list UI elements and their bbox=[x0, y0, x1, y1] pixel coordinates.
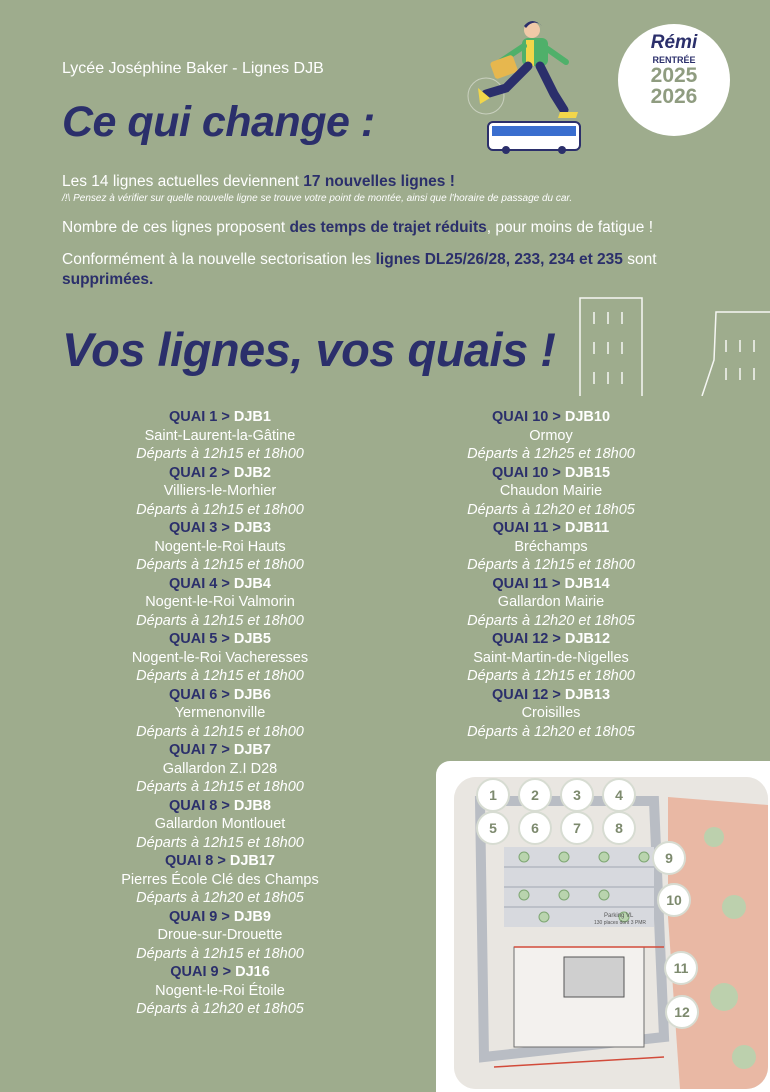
departure-times: Départs à 12h20 et 18h05 bbox=[467, 723, 635, 740]
line-destination: Gallardon Z.I D28 bbox=[162, 760, 278, 777]
line-destination: Nogent-le-Roi Étoile bbox=[155, 982, 285, 999]
badge-year-1: 2025 bbox=[650, 64, 698, 87]
line-code: DJB6 bbox=[233, 686, 271, 703]
line-entry bbox=[110, 852, 330, 908]
quai-label: QUAI 12 > bbox=[491, 686, 565, 703]
intro-text bbox=[62, 172, 722, 302]
departure-times: Départs à 12h20 et 18h05 bbox=[467, 612, 635, 629]
line-code: DJB13 bbox=[564, 686, 611, 703]
quai-line-heading bbox=[110, 464, 330, 483]
stop-marker-10: 10 bbox=[657, 883, 691, 917]
quai-line-heading bbox=[436, 464, 666, 483]
title-vos-lignes: Vos lignes, vos quais ! bbox=[62, 323, 556, 376]
title-ce-qui-change: Ce qui change : bbox=[62, 98, 375, 146]
line-code: DJ16 bbox=[235, 964, 270, 980]
line-code: DJB12 bbox=[564, 631, 611, 647]
line-entry bbox=[110, 963, 330, 1019]
quai-line-heading bbox=[110, 519, 330, 538]
intro-p2-end: , pour moins de fatigue ! bbox=[486, 219, 654, 236]
quai-line-heading bbox=[436, 686, 666, 705]
line-entry bbox=[110, 741, 330, 797]
line-code: DJB15 bbox=[564, 464, 611, 481]
line-entry bbox=[110, 797, 330, 853]
departure-times: Départs à 12h15 et 18h00 bbox=[136, 723, 304, 740]
quai-label: QUAI 8 > bbox=[164, 853, 230, 869]
departure-times: Départs à 12h25 et 18h00 bbox=[467, 446, 635, 462]
stop-marker-6: 6 bbox=[518, 811, 552, 845]
quai-label: QUAI 3 > bbox=[169, 520, 234, 536]
departure-times: Départs à 12h15 et 18h00 bbox=[136, 446, 304, 462]
header bbox=[62, 60, 324, 78]
line-destination: Yermenonville bbox=[174, 705, 266, 721]
quai-label: QUAI 8 > bbox=[169, 797, 234, 814]
quai-label: QUAI 11 > bbox=[492, 575, 565, 592]
stop-marker-12: 12 bbox=[665, 995, 699, 1029]
stop-marker-3: 3 bbox=[560, 778, 594, 812]
parking-sub: 130 places dont 3 PMR bbox=[594, 920, 646, 926]
lines-label: Lignes DJB bbox=[241, 60, 324, 77]
line-entry bbox=[436, 519, 666, 575]
quai-line-heading bbox=[110, 630, 330, 649]
stop-marker-2: 2 bbox=[518, 778, 552, 812]
line-destination: Chaudon Mairie bbox=[499, 483, 603, 499]
departure-times: Départs à 12h20 et 18h05 bbox=[136, 890, 304, 906]
map-image bbox=[454, 777, 768, 1089]
stop-marker-8: 8 bbox=[602, 811, 636, 845]
line-code: DJB4 bbox=[233, 575, 271, 592]
intro-p2-highlight: des temps de trajet réduits bbox=[289, 219, 487, 236]
building-outline-decoration bbox=[576, 294, 770, 396]
quai-label: QUAI 5 > bbox=[169, 631, 234, 647]
departure-times: Départs à 12h20 et 18h05 bbox=[467, 501, 635, 518]
line-destination: Droue-sur-Drouette bbox=[157, 927, 283, 943]
quai-label: QUAI 9 > bbox=[169, 908, 234, 925]
quai-label: QUAI 9 > bbox=[170, 964, 236, 980]
intro-paragraph-3 bbox=[62, 250, 722, 290]
line-code: DJB2 bbox=[233, 464, 271, 481]
line-destination: Villiers-le-Morhier bbox=[163, 483, 277, 499]
quai-label: QUAI 10 > bbox=[491, 409, 565, 425]
line-code: DJB14 bbox=[564, 575, 610, 592]
line-entry bbox=[110, 519, 330, 575]
stop-marker-11: 11 bbox=[664, 951, 698, 985]
departure-times: Départs à 12h15 et 18h00 bbox=[467, 668, 635, 684]
quai-line-heading bbox=[436, 519, 666, 538]
departure-times: Départs à 12h15 et 18h00 bbox=[136, 612, 304, 629]
line-entry bbox=[110, 630, 330, 686]
quai-line-heading bbox=[110, 908, 330, 927]
intro-p3-mid: sont bbox=[622, 251, 657, 268]
intro-note: /!\ Pensez à vérifier sur quelle nouvelle ligne se trouve votre point de montée, ainsi que l'horaire de passage du car. bbox=[62, 193, 573, 204]
quai-line-heading bbox=[110, 575, 330, 594]
line-entry bbox=[436, 686, 666, 742]
line-entry bbox=[436, 464, 666, 520]
runner-bus-illustration bbox=[466, 18, 598, 154]
line-code: DJB17 bbox=[229, 853, 275, 869]
rentree-badge bbox=[618, 24, 730, 136]
quai-label: QUAI 10 > bbox=[491, 464, 565, 481]
lines-column-left bbox=[110, 408, 330, 1019]
departure-times: Départs à 12h15 et 18h00 bbox=[136, 557, 304, 573]
badge-label: RENTRÉE bbox=[652, 55, 696, 65]
quai-label: QUAI 6 > bbox=[169, 686, 234, 703]
departure-times: Départs à 12h15 et 18h00 bbox=[136, 668, 304, 684]
stop-marker-4: 4 bbox=[602, 778, 636, 812]
departure-times: Départs à 12h15 et 18h00 bbox=[467, 557, 635, 573]
line-entry bbox=[436, 630, 666, 686]
parking-label: Parking VL bbox=[604, 913, 634, 919]
intro-p3-highlight: lignes DL25/26/28, 233, 234 et 235 bbox=[375, 251, 623, 268]
line-destination: Saint-Martin-de-Nigelles bbox=[473, 649, 629, 666]
departure-times: Départs à 12h20 et 18h05 bbox=[136, 1001, 304, 1017]
line-code: DJB7 bbox=[233, 742, 271, 758]
line-destination: Saint-Laurent-la-Gâtine bbox=[144, 427, 296, 444]
intro-paragraph-2 bbox=[62, 218, 722, 238]
line-destination: Nogent-le-Roi Hauts bbox=[154, 538, 286, 555]
intro-p2-text: Nombre de ces lignes proposent bbox=[62, 219, 290, 236]
departure-times: Départs à 12h15 et 18h00 bbox=[136, 501, 304, 518]
badge-year-2: 2026 bbox=[650, 85, 698, 108]
line-code: DJB10 bbox=[564, 409, 611, 425]
quai-label: QUAI 12 > bbox=[491, 631, 565, 647]
quai-line-heading bbox=[436, 575, 666, 594]
line-destination: Nogent-le-Roi Vacheresses bbox=[131, 649, 309, 666]
stop-marker-5: 5 bbox=[476, 811, 510, 845]
header-separator: - bbox=[227, 60, 242, 77]
intro-p1-text: Les 14 lignes actuelles deviennent bbox=[62, 173, 304, 190]
school-name: Lycée Joséphine Baker bbox=[62, 60, 228, 77]
line-destination: Ormoy bbox=[529, 427, 573, 444]
quai-line-heading bbox=[110, 408, 330, 427]
line-entry bbox=[110, 575, 330, 631]
line-code: DJB1 bbox=[233, 409, 271, 425]
intro-p3-end: supprimées. bbox=[62, 271, 154, 288]
quai-line-heading bbox=[110, 797, 330, 816]
remi-logo: Rémi bbox=[650, 32, 698, 53]
line-entry bbox=[436, 575, 666, 631]
line-destination: Nogent-le-Roi Valmorin bbox=[145, 594, 295, 610]
line-entry bbox=[110, 908, 330, 964]
departure-times: Départs à 12h15 et 18h00 bbox=[136, 834, 304, 851]
line-destination: Gallardon Mairie bbox=[497, 594, 605, 610]
line-destination: Pierres École Clé des Champs bbox=[121, 871, 319, 888]
quai-map bbox=[436, 761, 770, 1092]
line-code: DJB8 bbox=[233, 797, 271, 814]
quai-label: QUAI 4 > bbox=[169, 575, 234, 592]
quai-line-heading bbox=[110, 963, 330, 982]
quai-line-heading bbox=[436, 630, 666, 649]
line-entry bbox=[110, 408, 330, 464]
line-code: DJB3 bbox=[233, 520, 271, 536]
stop-marker-9: 9 bbox=[652, 841, 686, 875]
quai-label: QUAI 2 > bbox=[169, 464, 234, 481]
line-code: DJB11 bbox=[564, 520, 610, 536]
line-entry bbox=[436, 408, 666, 464]
quai-line-heading bbox=[436, 408, 666, 427]
line-code: DJB9 bbox=[233, 908, 271, 925]
intro-paragraph-1 bbox=[62, 172, 722, 206]
departure-times: Départs à 12h15 et 18h00 bbox=[136, 779, 304, 795]
intro-p1-highlight: 17 nouvelles lignes ! bbox=[303, 173, 455, 190]
line-destination: Croisilles bbox=[521, 705, 581, 721]
quai-line-heading bbox=[110, 741, 330, 760]
line-destination: Gallardon Montlouet bbox=[154, 816, 286, 832]
stop-marker-7: 7 bbox=[560, 811, 594, 845]
quai-label: QUAI 11 > bbox=[492, 520, 565, 536]
lines-column-right bbox=[436, 408, 666, 741]
line-code: DJB5 bbox=[233, 631, 271, 647]
departure-times: Départs à 12h15 et 18h00 bbox=[136, 945, 304, 962]
intro-p3-text: Conformément à la nouvelle sectorisation les bbox=[62, 251, 376, 268]
quai-line-heading bbox=[110, 852, 330, 871]
quai-label: QUAI 7 > bbox=[169, 742, 234, 758]
line-entry bbox=[110, 464, 330, 520]
quai-line-heading bbox=[110, 686, 330, 705]
line-destination: Bréchamps bbox=[514, 538, 588, 555]
quai-label: QUAI 1 > bbox=[169, 409, 234, 425]
line-entry bbox=[110, 686, 330, 742]
stop-marker-1: 1 bbox=[476, 778, 510, 812]
